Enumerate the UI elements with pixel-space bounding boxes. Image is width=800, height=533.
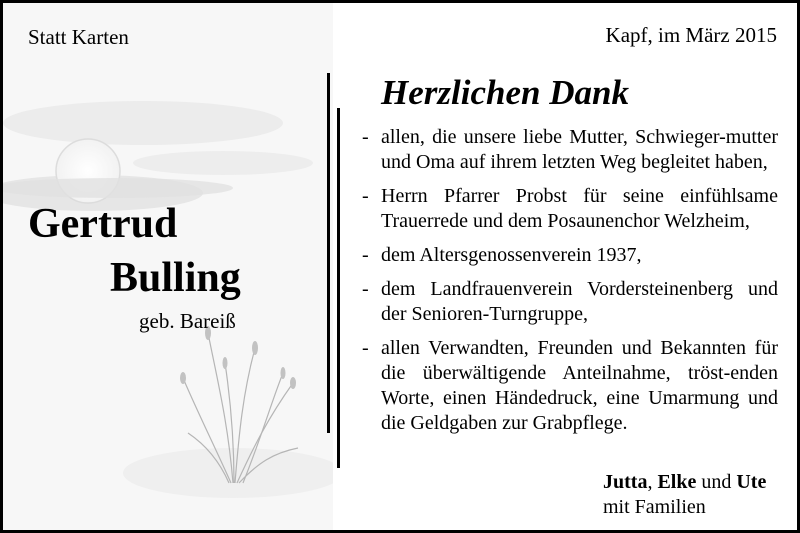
- signature-separator: ,: [647, 471, 658, 493]
- deceased-birth-name: geb. Bareiß: [139, 309, 236, 333]
- signature-name: Ute: [736, 471, 767, 493]
- list-item-text: dem Landfrauenverein Vordersteinenberg und der Senioren-Turngruppe,: [381, 278, 778, 325]
- list-item: [358, 277, 778, 327]
- deceased-last-name: Bulling: [110, 255, 241, 301]
- list-item: [358, 243, 778, 268]
- list-item: [358, 125, 778, 175]
- list-item-text: Herrn Pfarrer Probst für seine einfühlsame Trauerrede und dem Posaunenchor Welzheim,: [381, 185, 778, 232]
- signature-name: Jutta: [603, 471, 648, 493]
- vertical-divider: [327, 73, 330, 433]
- bullet-dash: -: [362, 278, 369, 300]
- signature-families: mit Familien: [603, 496, 706, 518]
- place-date: Kapf, im März 2015: [605, 23, 777, 47]
- list-item: [358, 184, 778, 234]
- list-item-text: allen, die unsere liebe Mutter, Schwieger-mutter und Oma auf ihrem letzten Weg begleitet haben,: [381, 126, 778, 173]
- signature-separator: und: [696, 471, 737, 493]
- cloud-band: [133, 151, 313, 175]
- vertical-divider: [337, 108, 340, 468]
- cloud-band: [3, 101, 283, 145]
- statt-karten-label: Statt Karten: [28, 25, 129, 49]
- bullet-dash: -: [362, 244, 369, 266]
- bullet-dash: -: [362, 185, 369, 207]
- thanks-list: [358, 125, 778, 445]
- list-item: [358, 336, 778, 436]
- deceased-first-name: Gertrud: [28, 201, 178, 247]
- signature-name: Elke: [657, 471, 697, 493]
- cloud-band: [3, 178, 233, 198]
- bullet-dash: -: [362, 126, 369, 148]
- bullet-dash: -: [362, 337, 369, 359]
- signature-names: [603, 471, 766, 494]
- ground-mist: [123, 448, 333, 498]
- list-item-text: allen Verwandten, Freunden und Bekannten für die überwältigende Anteilnahme, tröst-enden Worte, einen Händedruck, eine Umarmung und die Geldgaben zur Grabpflege.: [381, 337, 778, 434]
- list-item-text: dem Altersgenossenverein 1937,: [381, 244, 642, 266]
- thanks-heading: Herzlichen Dank: [381, 73, 629, 112]
